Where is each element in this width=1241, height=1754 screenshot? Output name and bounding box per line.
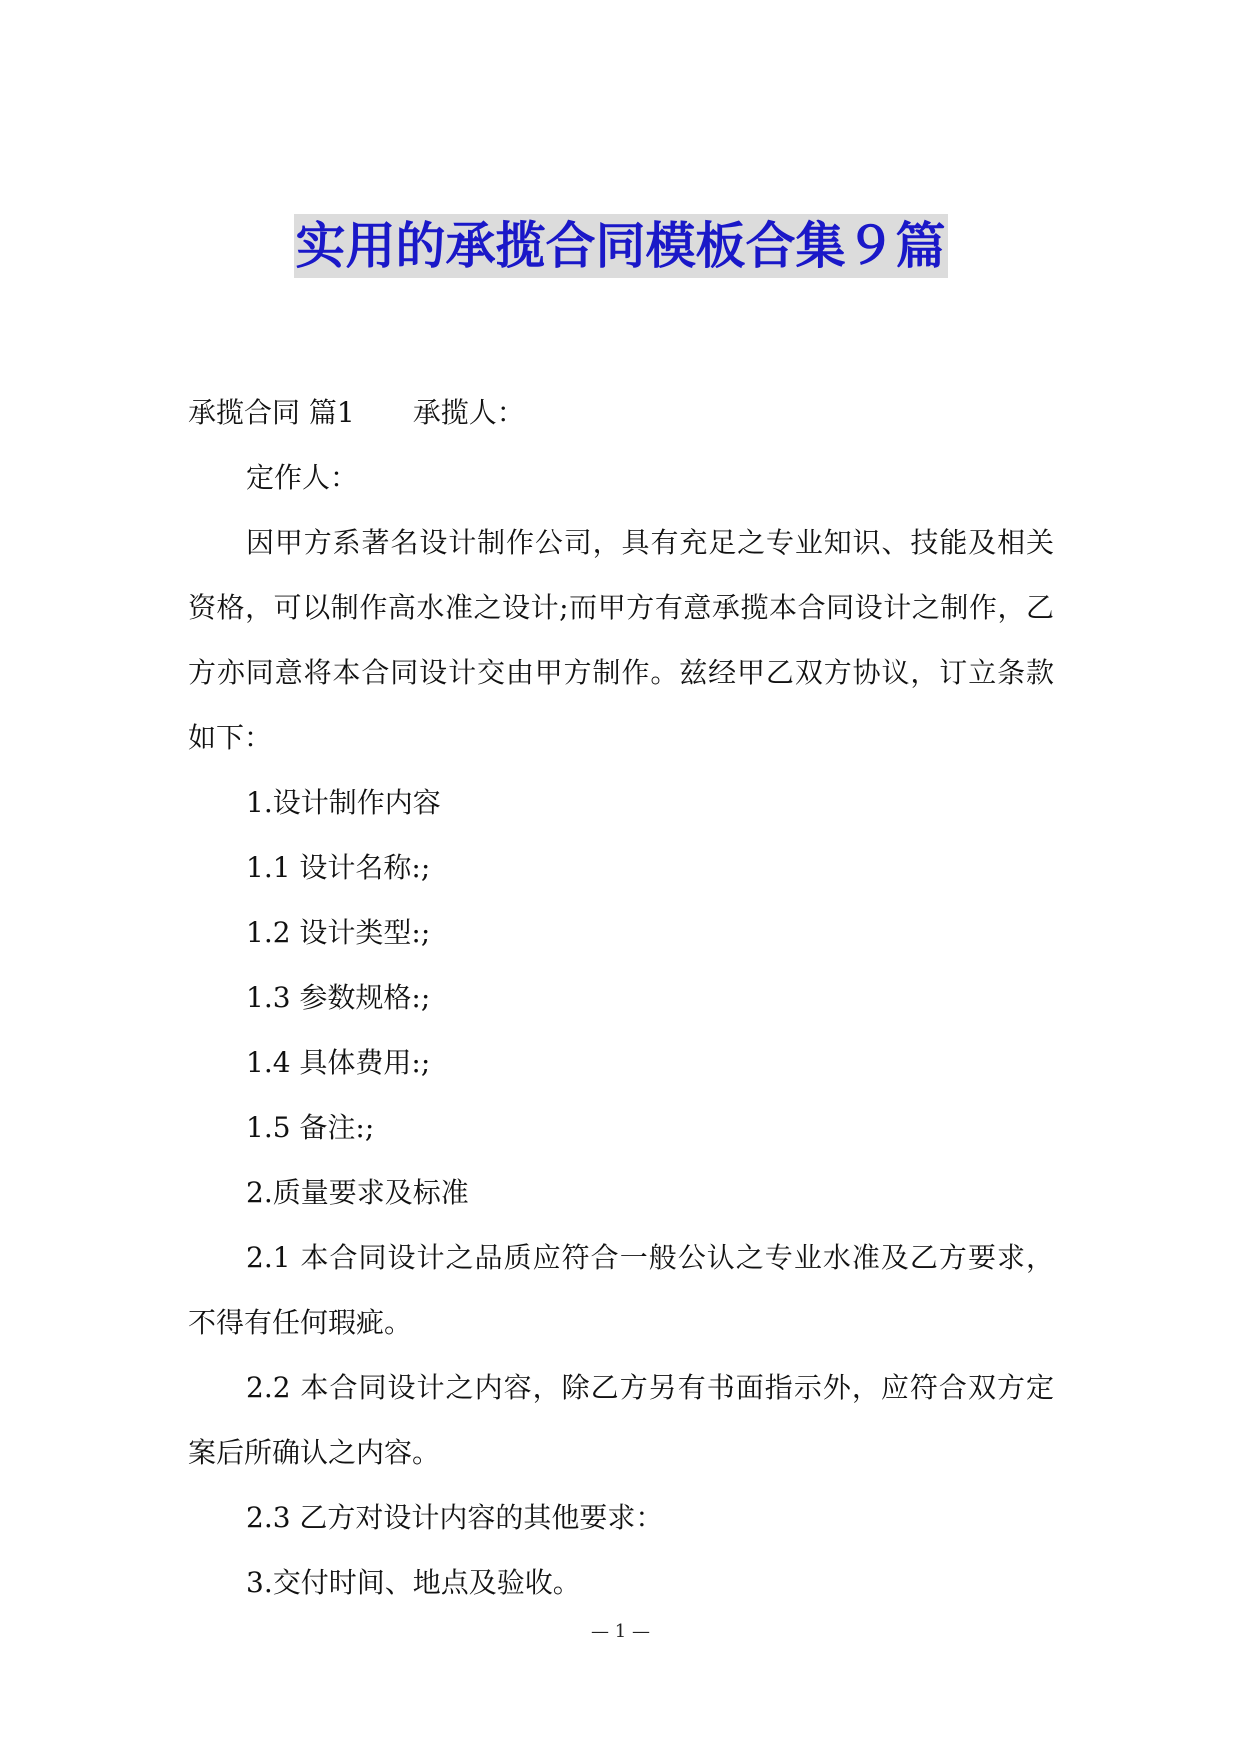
clause-item: 2.3 乙方对设计内容的其他要求： (246, 1501, 664, 1534)
paragraph-heading-line (188, 380, 1054, 445)
preamble-paragraph: 因甲方系著名设计制作公司，具有充足之专业知识、技能及相关资格，可以制作高水准之设计;而甲方有意承揽本合同设计之制作，乙方亦同意将本合同设计交由甲方制作。兹经甲乙双方协议，订立条款如下： (188, 526, 1054, 754)
section-heading: 承揽合同 篇1 (188, 396, 355, 429)
client-label: 定作人： (246, 461, 359, 494)
document-body (188, 380, 1054, 1615)
clause-item: 1.2 设计类型:; (246, 916, 431, 949)
clause-item: 1.5 备注:; (246, 1111, 375, 1144)
clause-item: 1.4 具体费用:; (246, 1046, 431, 1079)
clause-item: 1.1 设计名称:; (246, 851, 431, 884)
clause-heading: 3.交付时间、地点及验收。 (246, 1566, 581, 1599)
document-title: 实用的承揽合同模板合集９篇 (294, 214, 948, 278)
clause-heading: 1.设计制作内容 (246, 786, 441, 819)
clause-item: 1.3 参数规格:; (246, 981, 431, 1014)
contractor-label: 承揽人： (412, 396, 525, 429)
clause-item: 2.2 本合同设计之内容，除乙方另有书面指示外，应符合双方定案后所确认之内容。 (188, 1371, 1054, 1469)
clause-heading: 2.质量要求及标准 (246, 1176, 469, 1209)
title-container (0, 214, 1241, 278)
page-number: — 1 — (591, 1621, 650, 1642)
clause-item: 2.1 本合同设计之品质应符合一般公认之专业水准及乙方要求，不得有任何瑕疵。 (188, 1241, 1054, 1339)
